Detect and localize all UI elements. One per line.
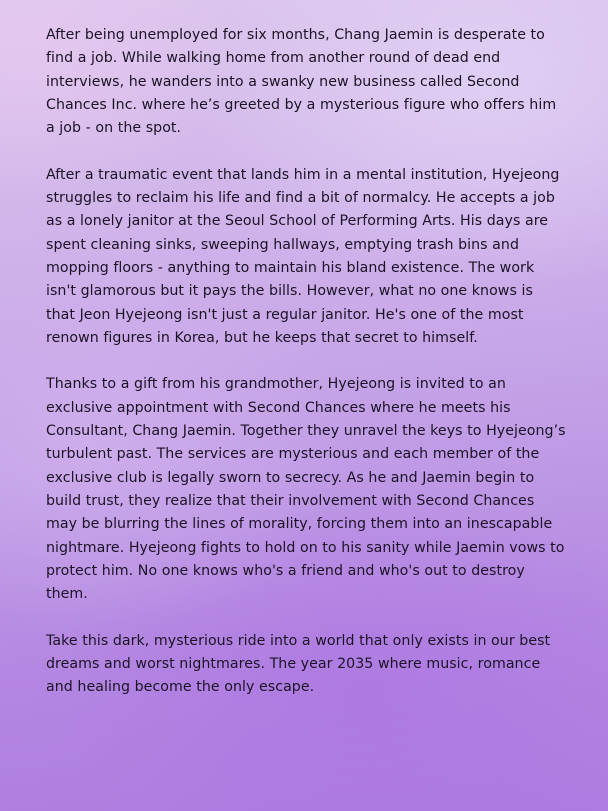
synopsis-paragraph-3: Thanks to a gift from his grandmother, Hyejeong is invited to an exclusive appointment with Second Chances where he meets his Consultant, Chang Jaemin. Together they unravel the keys to Hyejeong’s turbulent past. The services are mysterious and each member of the exclusive club is legally sworn to secrecy. As he and Jaemin begin to build trust, they realize that their involvement with Second Chances may be blurring the lines of morality, forcing them into an inescapable nightmare. Hyejeong fights to hold on to his sanity while Jaemin vows to protect him. No one knows who's a friend and who's out to destroy them. [46, 376, 566, 603]
synopsis-paragraph-2: After a traumatic event that lands him in a mental institution, Hyejeong struggles to reclaim his life and find a bit of normalcy. He accepts a job as a lonely janitor at the Seoul School of Performing Arts. His days are spent cleaning sinks, sweeping hallways, emptying trash bins and mopping floors - anything to maintain his bland existence. The work isn't glamorous but it pays the bills. However, what no one knows is that Jeon Hyejeong isn't just a regular janitor. He's one of the most renown figures in Korea, but he keeps that secret to himself. [46, 166, 560, 346]
synopsis-paragraph-4: Take this dark, mysterious ride into a world that only exists in our best dreams and worst nightmares. The year 2035 where music, romance and healing become the only escape. [46, 632, 551, 696]
synopsis-paragraph-1: After being unemployed for six months, Chang Jaemin is desperate to find a job. While walking home from another round of dead end interviews, he wanders into a swanky new business called Second Chances Inc. where he’s greeted by a mysterious figure who offers him a job - on the spot. [46, 27, 557, 137]
synopsis-text-block [46, 24, 566, 723]
